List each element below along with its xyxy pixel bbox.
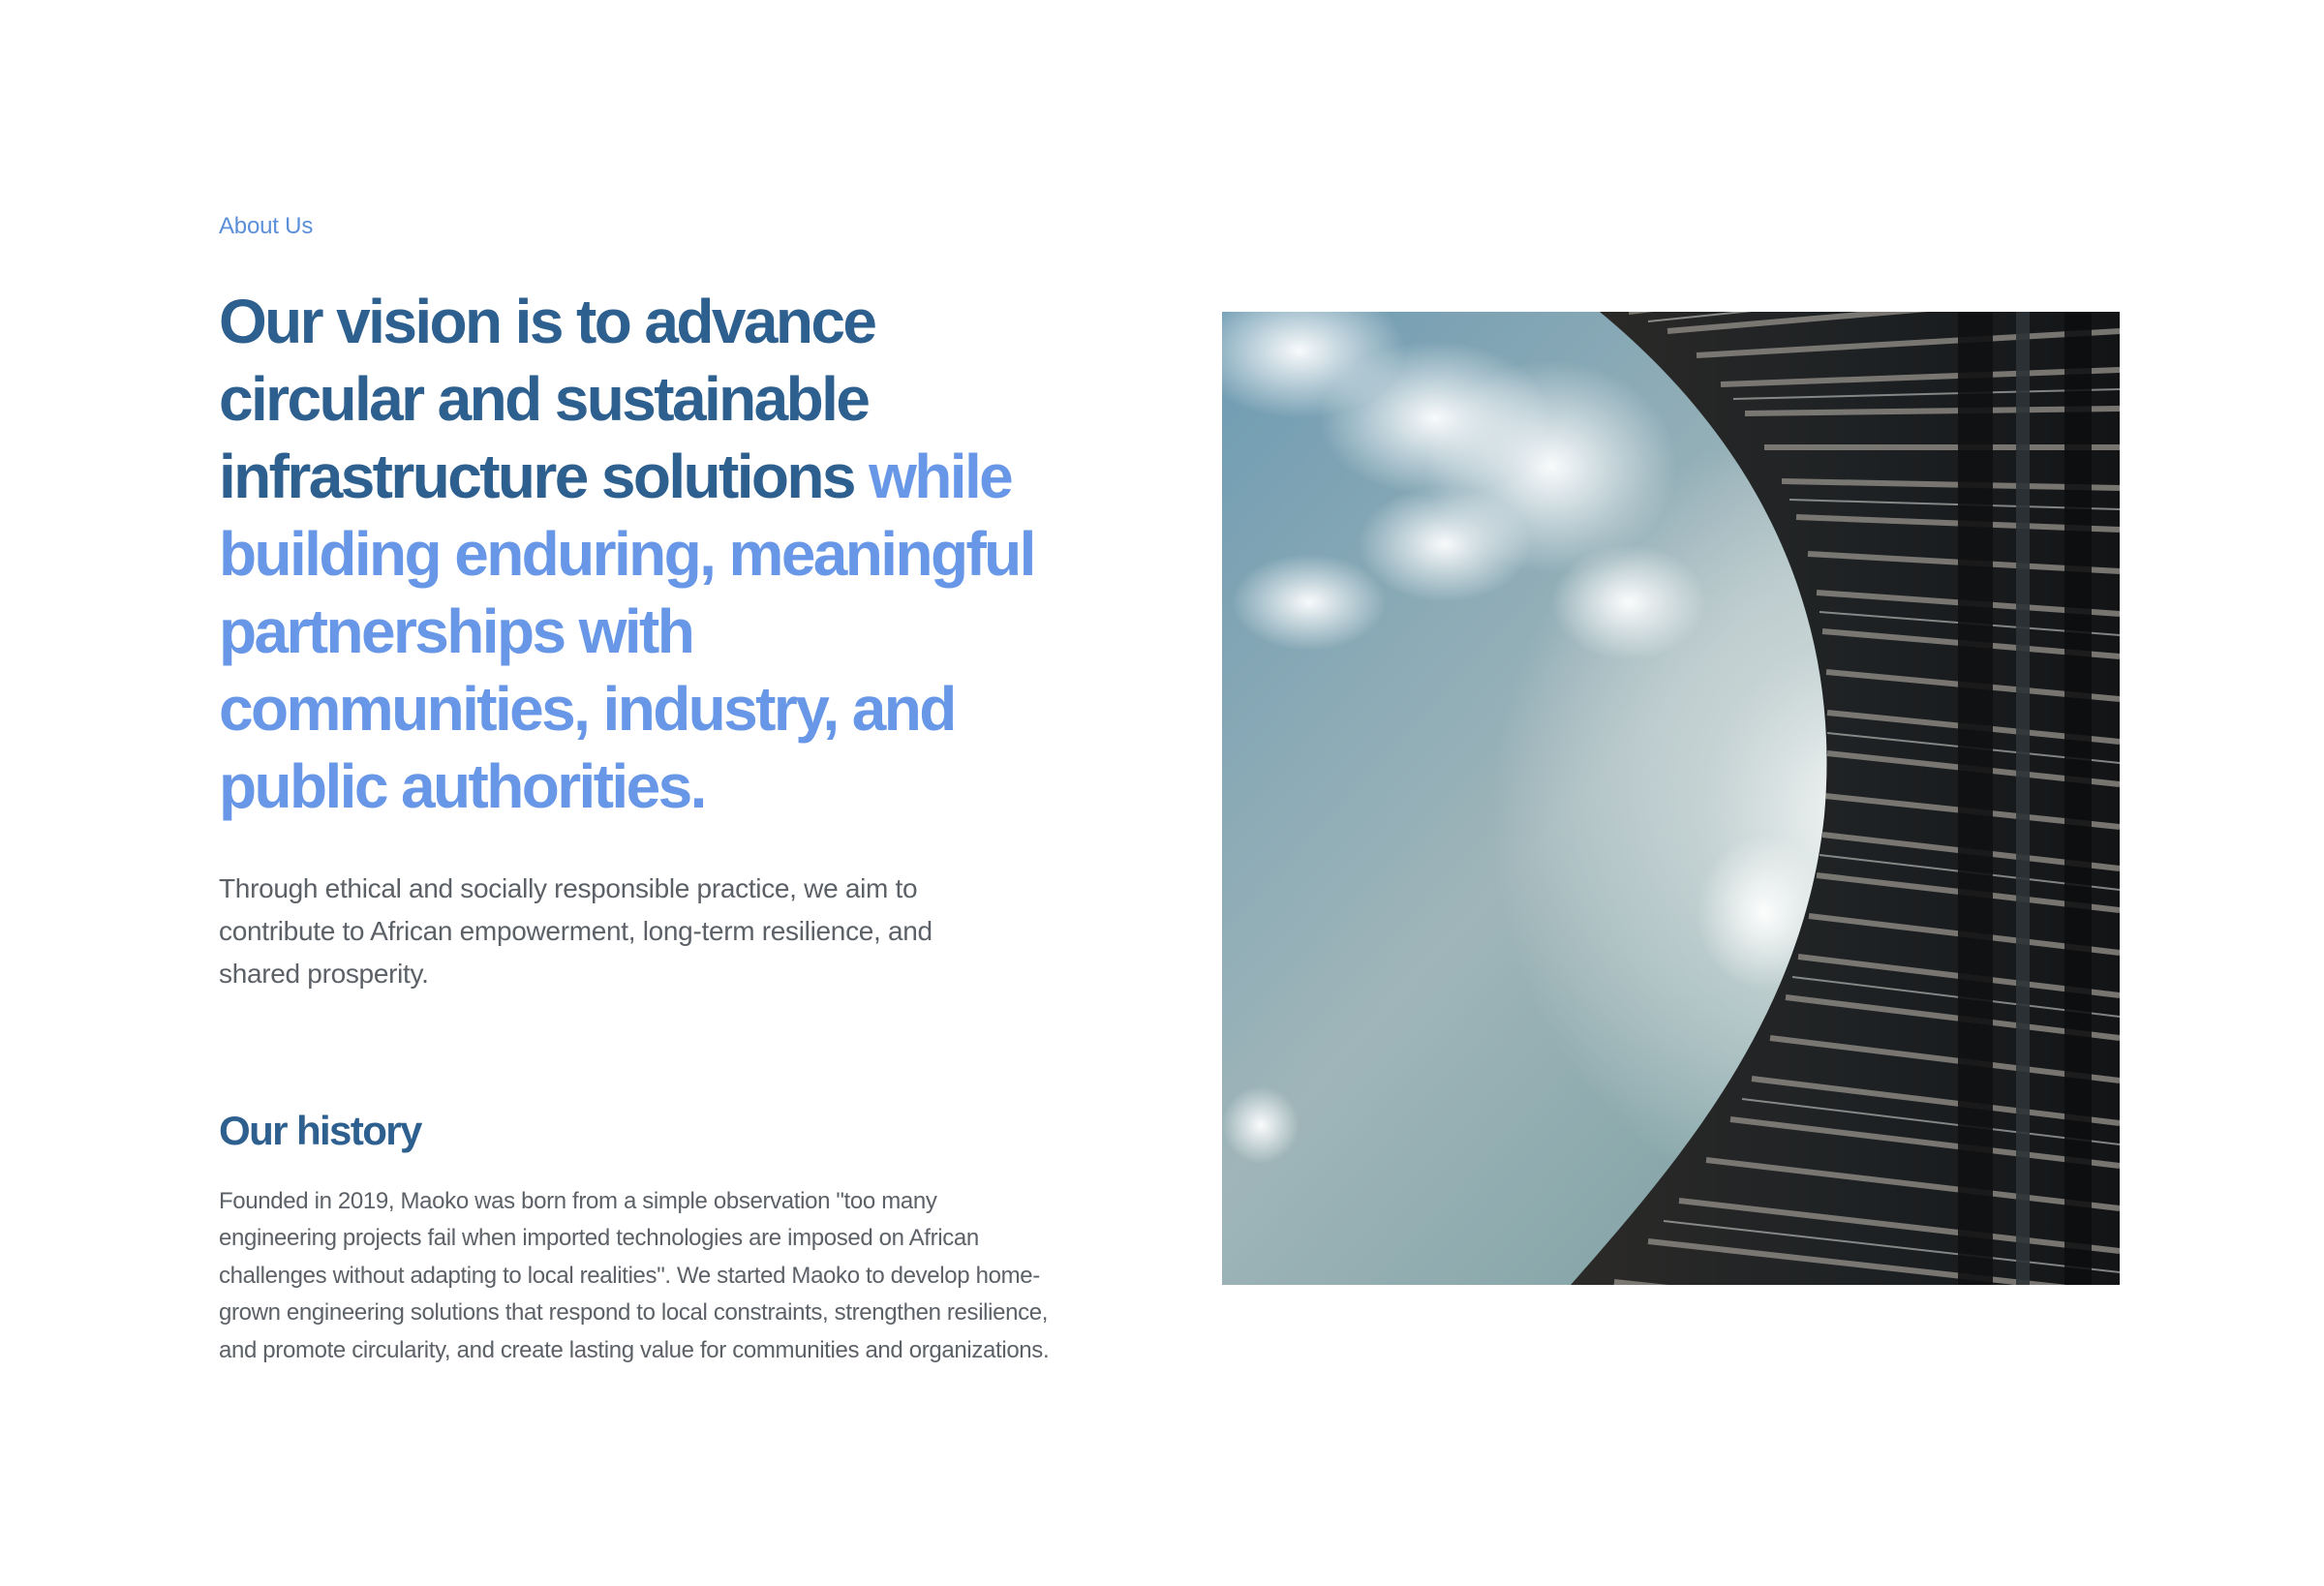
- vision-headline: [219, 283, 1071, 825]
- headline-accent: while building enduring, meaningful partnerships with communities, industry, and public authorities.: [219, 442, 1034, 821]
- history-paragraph: Founded in 2019, Maoko was born from a simple observation "too many engineering projects fail when imported technologies are imposed on African challenges without adapting to local realities". We started Maoko to develop home-grown engineering solutions that respond to local constraints, strengthen resilience, and promote circularity, and create lasting value for communities and organizations.: [219, 1188, 1050, 1363]
- history-title: Our history: [219, 1108, 421, 1153]
- section-eyebrow: About Us: [219, 213, 314, 239]
- sky-and-facade-illustration: [1222, 312, 2120, 1285]
- about-text-column: [219, 207, 1090, 1369]
- mission-paragraph: Through ethical and socially responsible practice, we aim to contribute to African empowerment, long-term resilience, and shared prosperity.: [219, 873, 933, 989]
- building-photo: [1222, 312, 2120, 1285]
- headline-primary: Our vision is to advance circular and sustainable infrastructure solutions: [219, 287, 875, 511]
